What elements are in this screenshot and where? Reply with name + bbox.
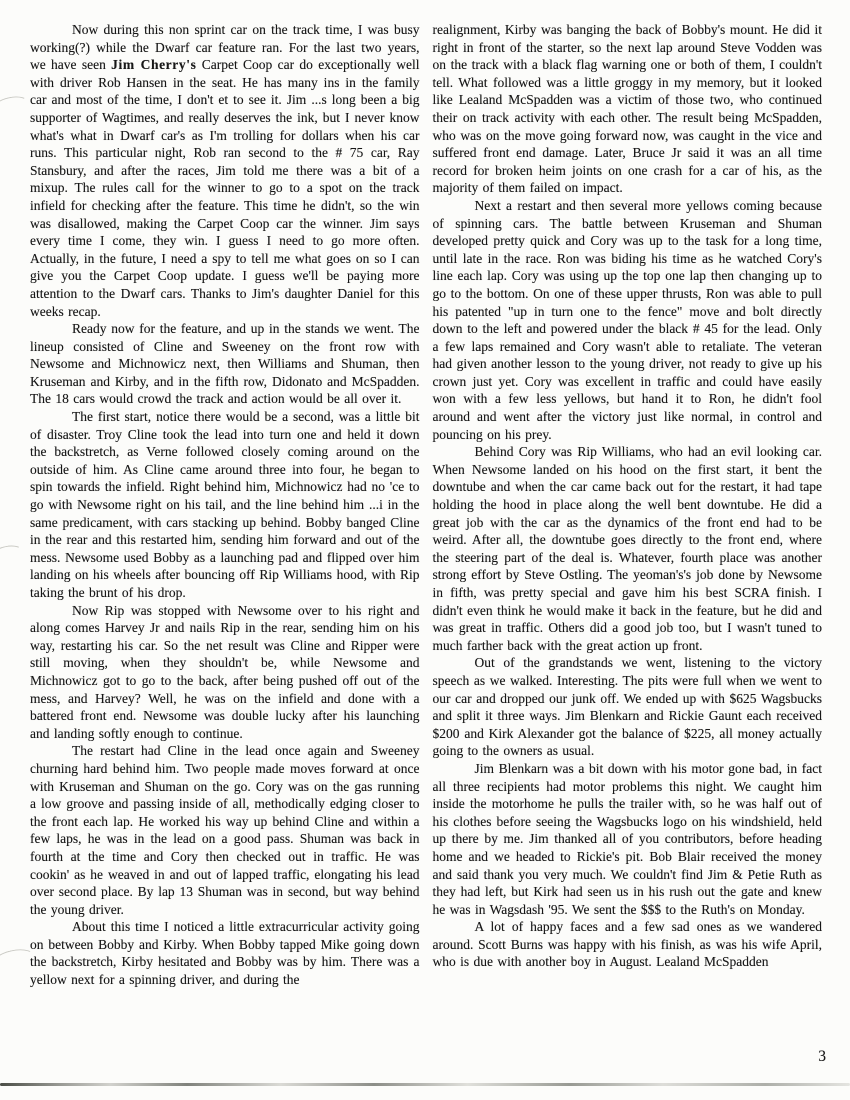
paragraph: realignment, Kirby was banging the back of Bobby's mount. He did it right in front of the starter, so the next lap around Steve Vodden was on the track with a black flag warning one or both of them, I couldn't tell. What followed was a little groggy in my memory, but it looked like Lealand McSpadden was a victim of those two, who continued their on track activity with each other. The result being McSpadden, who was on the move going forward now, was caught in the vice and suffered front end damage. Later, Bruce Jr said it was an all time record for broken heim joints on one crash for a car of his, as the majority of them failed on impact. [432, 22, 822, 196]
paragraph: The first start, notice there would be a second, was a little bit of disaster. Troy Cline took the lead into turn one and held it down the backstretch, as Verne followed closely coming around on the outside of him. As Cline came around three into four, he began to spin towards the infield. Right behind him, Michnowicz had no 'ce to go with Newsome right on his tail, and the line behind him ...i in the same predicament, with cars stacking up behind. Bobby banged Cline in the rear and this restarted him, sending him forward and out of the mess. Newsome used Bobby as a launching pad and flipped over him landing on his wheels after bouncing off Rip Williams hood, with Rip taking the brunt of his drop. [30, 409, 420, 600]
paragraph: The restart had Cline in the lead once again and Sweeney churning hard behind him. Two people made moves forward at once with Kruseman and Shuman on the go. Cory was on the gas running a low groove and passing inside of all, methodically edging closer to the front each lap. He worked his way up behind Cline and within a few laps, he was in the lead on a good pass. Shuman was back in fourth at the time and Cory then checked out in traffic. He was cookin' as he weaved in and out of lapped traffic, elongating his lead over second place. By lap 13 Shuman was in second, but way behind the young driver. [30, 743, 420, 917]
left-column [30, 21, 420, 989]
paragraph: About this time I noticed a little extracurricular activity going on between Bobby and Kirby. When Bobby tapped Mike going down the backstretch, Kirby hesitated and Bobby was by him. There was a yellow next for a spinning driver, and during the [30, 919, 420, 988]
page-number: 3 [818, 1048, 826, 1065]
scan-edge-line [0, 1083, 850, 1086]
right-column [433, 21, 823, 989]
bold-name-text: Jim Cherry's [111, 57, 197, 73]
paragraph: Behind Cory was Rip Williams, who had an evil looking car. When Newsome landed on his hood on the first start, it bent the downtube and when the car came back out for the restart, it had tape holding the hood in place along the well bent downtube. He did a great job with the car as the dynamics of the front end had to be weird. After all, the downtube goes directly to the front end, where the steering part of the deal is. Whatever, fourth place was another strong effort by Steve Ostling. The yeoman's's job done by Newsome in fifth, was pretty special and gave him his best SCRA finish. I didn't even think he would make it back in the feature, but he did and was great in traffic. Others did a good job too, but I wasn't tuned to much farther back with the great action up front. [432, 444, 822, 653]
paragraph: A lot of happy faces and a few sad ones as we wandered around. Scott Burns was happy with his finish, as was his wife April, who is due with another boy in August. Lealand McSpadden [432, 919, 822, 970]
paragraph: Next a restart and then several more yellows coming because of spinning cars. The battle between Kruseman and Shuman developed pretty quick and Cory was up to the task for a long time, until late in the race. Ron was biding his time as he watched Cory's line each lap. Cory was using up the top one lap then changing up to go to the bottom. On one of these upper thrusts, Ron was able to pull his patented "up in turn one to the fence" move and bolt directly down to the left and powered under the black # 45 for the lead. Only a few laps remained and Cory wasn't able to retaliate. The veteran had given another lesson to the young driver, not ready to give up his crown just yet. Cory was excellent in traffic and could have easily won with a few less yellows, but hand it to Ron, he didn't fool around and went after the victory just like normal, in control and pouncing on his prey. [432, 197, 822, 442]
paragraph [30, 21, 420, 320]
paragraph-text: Carpet Coop car do exceptionally well with driver Rob Hansen in the seat. He has many ins in the family car and most of the time, I don't et to see it. Jim ...s long been a big supporter of Wagtimes, and really deserves the ink, but I never know what's what in Dwarf car's as I'm trolling for dollars when his car runs. This particular night, Rob ran second to the # 75 car, Ray Stansbury, and after the races, Jim told me there was a bit of a mixup. The rules call for the winner to go to a spot on the track infield for checking after the feature. This time he didn't, so the win was disallowed, making the Carpet Coop car the winner. Jim says every time I come, they win. I guess I need to go more often. Actually, in the future, I need a spy to tell me what goes on so I can give you the Carpet Coop update. I guess we'll be paying more attention to the Dwarf cars. Thanks to Jim's daughter Daniel for this weeks recap. [30, 57, 420, 319]
paragraph: Jim Blenkarn was a bit down with his motor gone bad, in fact all three recipients had motor problems this night. We caught him inside the motorhome he pulls the trailer with, so he was half out of his clothes before seeing the Wagsbucks logo on his windshield, held up there by me. Jim thanked all of you contributors, before heading home and we headed to Rickie's pit. Bob Blair received the money and said thank you very much. We couldn't find Jim & Petie Ruth as they had left, but Kirk had seen us in his rush out the gate and knew he was in Wagsdash '95. We sent the $$$ to the Ruth's on Monday. [432, 760, 822, 917]
paragraph: Ready now for the feature, and up in the stands we went. The lineup consisted of Cline and Sweeney on the front row with Newsome and Michnowicz next, then Williams and Shuman, then Kruseman and Kirby, and in the fifth row, Didonato and McSpadden. The 18 cars would crowd the track and action would be all over it. [30, 321, 420, 407]
paragraph: Now Rip was stopped with Newsome over to his right and along comes Harvey Jr and nails Rip in the rear, sending him on his way, restarting his car. So the net result was Cline and Ripper were still moving, when they shouldn't be, while Newsome and Michnowicz got to go to the back, after being pushed off out of the mess, and Harvey? Well, he was on the infield and done with a battered front end. Newsome was double lucky after his launching and landing softly enough to continue. [30, 602, 420, 741]
paragraph: Out of the grandstands we went, listening to the victory speech as we walked. Interesting. The pits were full when we went to our car and dropped our junk off. We ended up with $625 Wagsbucks and split it three ways. Jim Blenkarn and Rickie Gaunt each received $200 and Kirk Alexander got the balance of $225, all money actually going to the owners as usual. [432, 655, 822, 759]
paragraph-text: Now during this non sprint car on the track time, I was busy working(?) while the Dwarf car feature ran. For the last two years, we have seen [30, 22, 420, 73]
